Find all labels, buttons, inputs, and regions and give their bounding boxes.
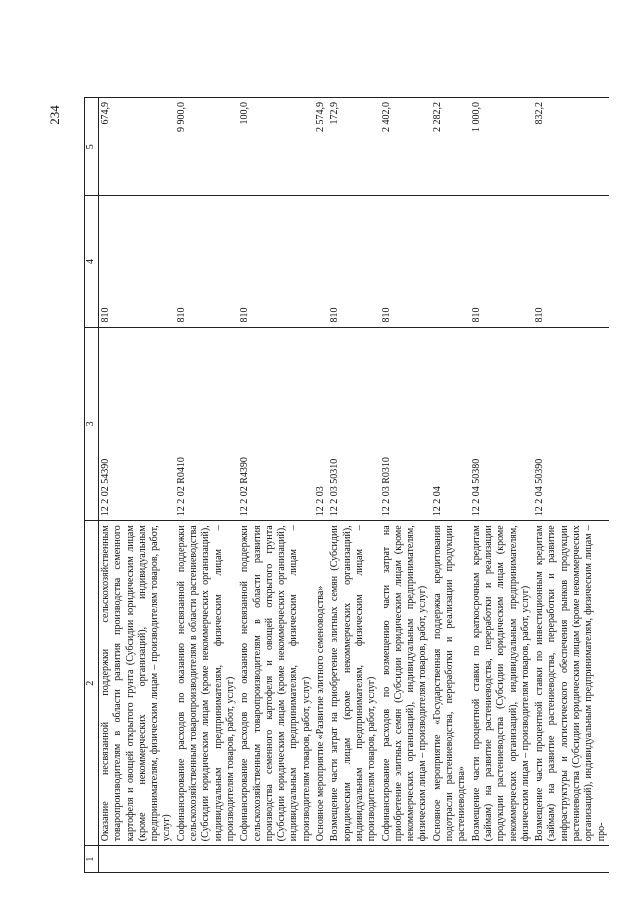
row-name-cell: Софинансирование расходов по оказанию несвязанной поддержки сельскохозяйственным товаропроизводителям в области растениеводства (Субсидии юридическим лицам (кроме некоммерческих организаций), индивидуальным предпринимателям, физическим лицам – производителям товаров, работ, услуг) — [175, 521, 238, 846]
row-name-cell: Возмещение части процентной ставки по краткосрочным кредитам (займам) на развитие растениеводства, переработки и реализации продукции растениеводства (Субсидии юридическим лицам (кроме некоммерческих организаций), индивидуальным предпринимателям, физическим лицам – производителям товаров, работ, услуг) — [470, 521, 533, 846]
row-vr-cell — [431, 196, 470, 327]
column-header-2: 2 — [85, 521, 99, 846]
row-code-cell: 12 2 04 50390 — [533, 327, 609, 521]
row-sum-cell: 674,9 — [99, 98, 175, 196]
row-name-cell: Основное мероприятие «Развитие элитного семеноводства» — [314, 521, 328, 846]
row-vr-cell: 810 — [533, 196, 609, 327]
table-row — [380, 98, 431, 873]
table-row — [328, 98, 379, 873]
row-vr-cell: 810 — [175, 196, 238, 327]
row-number-cell — [533, 846, 609, 873]
budget-table — [84, 97, 609, 873]
row-number-cell — [380, 846, 431, 873]
table-header-row — [85, 98, 99, 873]
row-sum-cell: 100,0 — [238, 98, 314, 196]
row-number-cell — [328, 846, 379, 873]
row-code-cell: 12 2 02 54390 — [99, 327, 175, 521]
column-header-4: 4 — [85, 196, 99, 327]
row-sum-cell: 1 000,0 — [470, 98, 533, 196]
table-row — [314, 98, 328, 873]
row-name-cell: Софинансирование расходов по оказанию несвязанной поддержки сельскохозяйственным товаропроизводителям в области развития производства семенного картофеля и овощей открытого грунта (Субсидии юридическим лицам (кроме некоммерческих организаций), индивидуальным предпринимателям, физическим лицам – производителям товаров, работ, услуг) — [238, 521, 314, 846]
row-code-cell: 12 2 03 50310 — [328, 327, 379, 521]
table-row — [238, 98, 314, 873]
row-vr-cell — [314, 196, 328, 327]
row-number-cell — [238, 846, 314, 873]
row-name-cell: Основное мероприятие «Государственная поддержка кредитования подотрасли растениеводства, переработки и реализации продукции растениеводства» — [431, 521, 470, 846]
column-header-5: 5 — [85, 98, 99, 196]
row-number-cell — [431, 846, 470, 873]
row-code-cell: 12 2 04 50380 — [470, 327, 533, 521]
row-number-cell — [175, 846, 238, 873]
row-sum-cell: 2 574,9 — [314, 98, 328, 196]
row-code-cell: 12 2 02 R0410 — [175, 327, 238, 521]
row-vr-cell: 810 — [380, 196, 431, 327]
row-code-cell: 12 2 03 R0310 — [380, 327, 431, 521]
row-vr-cell: 810 — [328, 196, 379, 327]
row-vr-cell: 810 — [99, 196, 175, 327]
row-sum-cell: 2 402,0 — [380, 98, 431, 196]
row-code-cell: 12 2 02 R4390 — [238, 327, 314, 521]
row-number-cell — [99, 846, 175, 873]
row-name-cell: Софинансирование расходов по возмещению части затрат на приобретение элитных семян (Субсидии юридическим лицам (кроме некоммерческих организаций), индивидуальным предпринимателям, физическим лицам – производителям товаров, работ, услуг) — [380, 521, 431, 846]
row-sum-cell: 2 282,2 — [431, 98, 470, 196]
row-sum-cell: 172,9 — [328, 98, 379, 196]
table-row — [470, 98, 533, 873]
column-header-3: 3 — [85, 327, 99, 521]
row-name-cell: Возмещение части процентной ставки по инвестиционным кредитам (займам) на развитие растениеводства, переработки и развитие инфраструктуры и логистического обеспечения рынков продукции растениеводства (Субсидии юридическим лицам (кроме некоммерческих организаций), индивидуальным предпринимателям, физическим лицам – про- — [533, 521, 609, 846]
row-sum-cell: 832,2 — [533, 98, 609, 196]
table-row — [431, 98, 470, 873]
row-name-cell: Оказание несвязанной поддержки сельскохозяйственным товаропроизводителям в области развития производства семенного картофеля и овощей открытого грунта (Субсидии юридическим лицам (кроме некоммерческих организаций), индивидуальным предпринимателям, физическим лицам – производителям товаров, работ, услуг) — [99, 521, 175, 846]
row-name-cell: Возмещение части затрат на приобретение элитных семян (Субсидии юридическим лицам (кроме некоммерческих организаций), индивидуальным предпринимателям, физическим лицам – производителям товаров, работ, услуг) — [328, 521, 379, 846]
budget-table-container — [84, 97, 607, 873]
row-code-cell: 12 2 04 — [431, 327, 470, 521]
row-number-cell — [314, 846, 328, 873]
page-number — [40, 100, 70, 130]
row-sum-cell: 9 900,0 — [175, 98, 238, 196]
column-header-1: 1 — [85, 846, 99, 873]
row-code-cell: 12 2 03 — [314, 327, 328, 521]
table-row — [175, 98, 238, 873]
row-number-cell — [470, 846, 533, 873]
table-row — [99, 98, 175, 873]
row-vr-cell: 810 — [470, 196, 533, 327]
page-number-text: 234 — [47, 105, 62, 125]
table-row — [533, 98, 609, 873]
row-vr-cell: 810 — [238, 196, 314, 327]
